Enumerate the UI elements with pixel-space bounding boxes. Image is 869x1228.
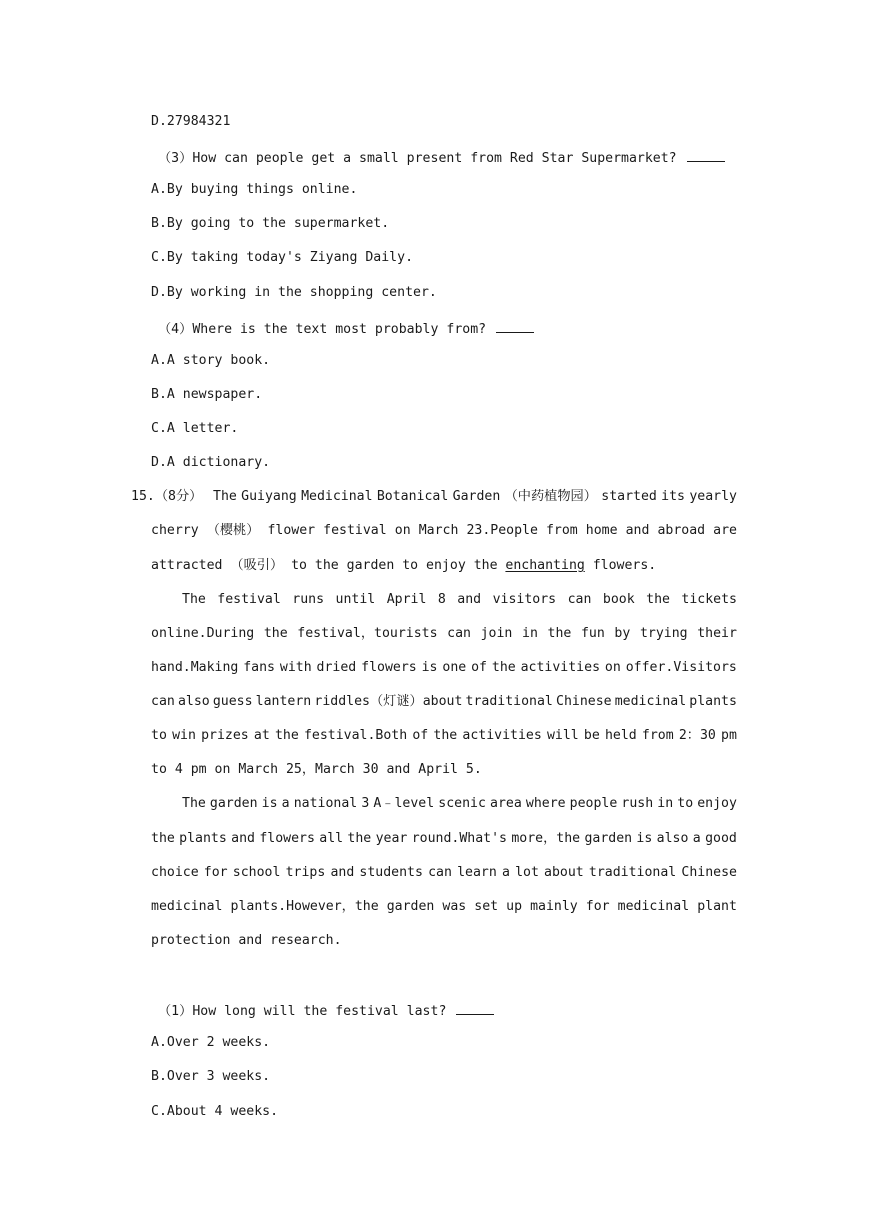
option-c: C.About 4 weeks.: [151, 1104, 279, 1119]
word: March: [418, 523, 459, 538]
word: plants: [179, 831, 227, 846]
word: The: [182, 592, 206, 607]
question-text: （4）Where is the text most probably from?: [158, 322, 487, 337]
word: the: [347, 831, 372, 846]
question-14-4: [158, 318, 534, 339]
word: rush: [621, 796, 654, 811]
word: in: [657, 796, 674, 811]
word: from: [641, 728, 674, 743]
word: home: [585, 523, 618, 538]
word: also: [177, 694, 210, 709]
word: visitors: [492, 592, 557, 607]
word: the: [433, 728, 458, 743]
word: dried: [316, 660, 357, 675]
word: where: [525, 796, 566, 811]
word: was: [442, 899, 467, 914]
word: festival: [217, 592, 281, 607]
word: the: [274, 728, 299, 743]
word: April: [386, 592, 427, 607]
word: traditional: [465, 694, 553, 709]
word: area: [490, 796, 522, 811]
word: national: [293, 796, 358, 811]
word: can: [428, 865, 452, 880]
word: online.During: [151, 626, 255, 641]
word: The: [213, 489, 237, 504]
word: enjoy: [697, 796, 737, 811]
word: also: [656, 831, 689, 846]
word: held: [604, 728, 637, 743]
word: at: [253, 728, 270, 743]
word: for: [203, 865, 228, 880]
word: win: [172, 728, 196, 743]
passage-line: [151, 625, 737, 643]
answer-blank[interactable]: [687, 147, 725, 162]
word: plants.However，the: [230, 899, 379, 914]
word: The: [182, 796, 206, 811]
word: more，the: [511, 831, 581, 846]
word: scenic: [438, 796, 486, 811]
option-d: D.By working in the shopping center.: [151, 285, 437, 300]
passage-line: [151, 693, 737, 711]
word: is: [636, 831, 653, 846]
option-c: C.A letter.: [151, 421, 239, 436]
option-d-prev: D.27984321: [151, 114, 231, 129]
word: one: [442, 660, 467, 675]
word: can: [151, 694, 175, 709]
word: yearly: [689, 489, 737, 504]
word: medicinal: [617, 899, 690, 914]
word: its: [661, 489, 685, 504]
word: garden: [386, 899, 435, 914]
word: festival: [323, 523, 387, 538]
question-number: 15.（8分）: [131, 489, 203, 504]
word: students: [359, 865, 423, 880]
word: pm: [721, 728, 737, 743]
word: started: [601, 489, 657, 504]
word: set: [474, 899, 499, 914]
word: the: [547, 626, 572, 641]
word: Guiyang: [241, 489, 297, 504]
passage-line: [151, 727, 737, 745]
word: riddles（灯谜）about: [314, 694, 463, 709]
option-a: A.A story book.: [151, 353, 271, 368]
word: year: [375, 831, 408, 846]
word: their: [697, 626, 737, 641]
passage-line: [182, 795, 737, 813]
word: with: [279, 660, 312, 675]
word: abroad: [657, 523, 706, 538]
word: from: [545, 523, 578, 538]
word: 23.People: [466, 523, 538, 538]
word: in: [522, 626, 538, 641]
word: festival.Both: [303, 728, 408, 743]
word: on: [604, 660, 621, 675]
passage-line: [151, 659, 737, 677]
word: can: [567, 592, 592, 607]
word: Chinese: [681, 865, 737, 880]
word: Medicinal: [301, 489, 373, 504]
word: book: [602, 592, 635, 607]
word: guess: [212, 694, 253, 709]
option-c: C.By taking today's Ziyang Daily.: [151, 250, 414, 265]
passage-line: [151, 830, 737, 848]
word: learn: [457, 865, 497, 880]
passage-line: [151, 522, 737, 540]
option-a: A.Over 2 weeks.: [151, 1035, 271, 1050]
word: activities: [462, 728, 542, 743]
passage-line: [151, 864, 737, 882]
word: and: [330, 865, 355, 880]
word: garden: [209, 796, 258, 811]
passage-line: protection and research.: [151, 933, 342, 948]
word: 3: [361, 796, 370, 811]
word: Garden: [452, 489, 501, 504]
word: about: [544, 865, 584, 880]
word: flowers: [259, 831, 315, 846]
passage-line: [182, 591, 737, 609]
word: trips: [285, 865, 326, 880]
word: A﹣level: [373, 796, 435, 811]
word: until: [335, 592, 376, 607]
word: by: [614, 626, 631, 641]
word: 2：30: [678, 728, 716, 743]
word: to: [677, 796, 694, 811]
word: prizes: [201, 728, 249, 743]
option-b: B.By going to the supermarket.: [151, 216, 390, 231]
word: activities: [520, 660, 601, 675]
question-15-1: [158, 1000, 494, 1021]
word: choice: [151, 865, 199, 880]
word: （中药植物园）: [504, 489, 597, 504]
word: tickets: [681, 592, 737, 607]
word: school: [232, 865, 281, 880]
word: lantern: [255, 694, 312, 709]
word: and: [625, 523, 650, 538]
word: round.What's: [411, 831, 507, 846]
option-b: B.Over 3 weeks.: [151, 1069, 271, 1084]
word: trying: [639, 626, 688, 641]
word: good: [705, 831, 737, 846]
word: of: [471, 660, 487, 675]
word: and: [457, 592, 482, 607]
word: are: [713, 523, 737, 538]
word: medicinal: [151, 899, 223, 914]
word: for: [585, 899, 610, 914]
word: offer.Visitors: [625, 660, 737, 675]
word: hand.Making: [151, 660, 239, 675]
word: can: [447, 626, 471, 641]
question-text: （1）How long will the festival last?: [158, 1004, 447, 1019]
word: festival，tourists: [297, 626, 438, 641]
word: Botanical: [376, 489, 449, 504]
passage-line: [151, 898, 737, 916]
answer-blank[interactable]: [456, 1000, 494, 1015]
word: fans: [243, 660, 275, 675]
word: up: [506, 899, 523, 914]
word: to: [151, 728, 167, 743]
passage-line: attracted （吸引） to the garden to enjoy the enchanting flowers.: [151, 558, 657, 573]
word: fun: [580, 626, 605, 641]
word: be: [583, 728, 600, 743]
word: runs: [292, 592, 325, 607]
word: flowers: [361, 660, 417, 675]
word: medicinal: [614, 694, 687, 709]
word: a: [692, 831, 701, 846]
option-b: B.A newspaper.: [151, 387, 263, 402]
word: all: [319, 831, 344, 846]
underlined-word: enchanting: [505, 558, 585, 573]
word: cherry: [151, 523, 199, 538]
passage-line: to 4 pm on March 25，March 30 and April 5.: [151, 762, 482, 777]
word: the: [491, 660, 516, 675]
option-a: A.By buying things online.: [151, 182, 358, 197]
word: lot: [515, 865, 539, 880]
answer-blank[interactable]: [496, 318, 534, 333]
word: is: [421, 660, 438, 675]
word: （樱桃）: [206, 523, 260, 538]
word: garden: [584, 831, 633, 846]
word: Chinese: [556, 694, 612, 709]
word: people: [569, 796, 618, 811]
word: is: [261, 796, 278, 811]
word: plant: [697, 899, 737, 914]
word: flower: [267, 523, 316, 538]
word: on: [394, 523, 411, 538]
option-d: D.A dictionary.: [151, 455, 271, 470]
word: and: [231, 831, 255, 846]
word: of: [412, 728, 429, 743]
word: the: [646, 592, 670, 607]
word: 8: [437, 592, 446, 607]
word: will: [546, 728, 579, 743]
word: a: [281, 796, 290, 811]
word: the: [151, 831, 175, 846]
word: traditional: [588, 865, 677, 880]
word: join: [480, 626, 513, 641]
word: plants: [689, 694, 737, 709]
word: a: [501, 865, 510, 880]
word: mainly: [530, 899, 578, 914]
passage-line: [213, 488, 737, 506]
question-text: （3）How can people get a small present from Red Star Supermarket?: [158, 151, 677, 166]
question-14-3: [158, 147, 725, 168]
word: the: [263, 626, 288, 641]
